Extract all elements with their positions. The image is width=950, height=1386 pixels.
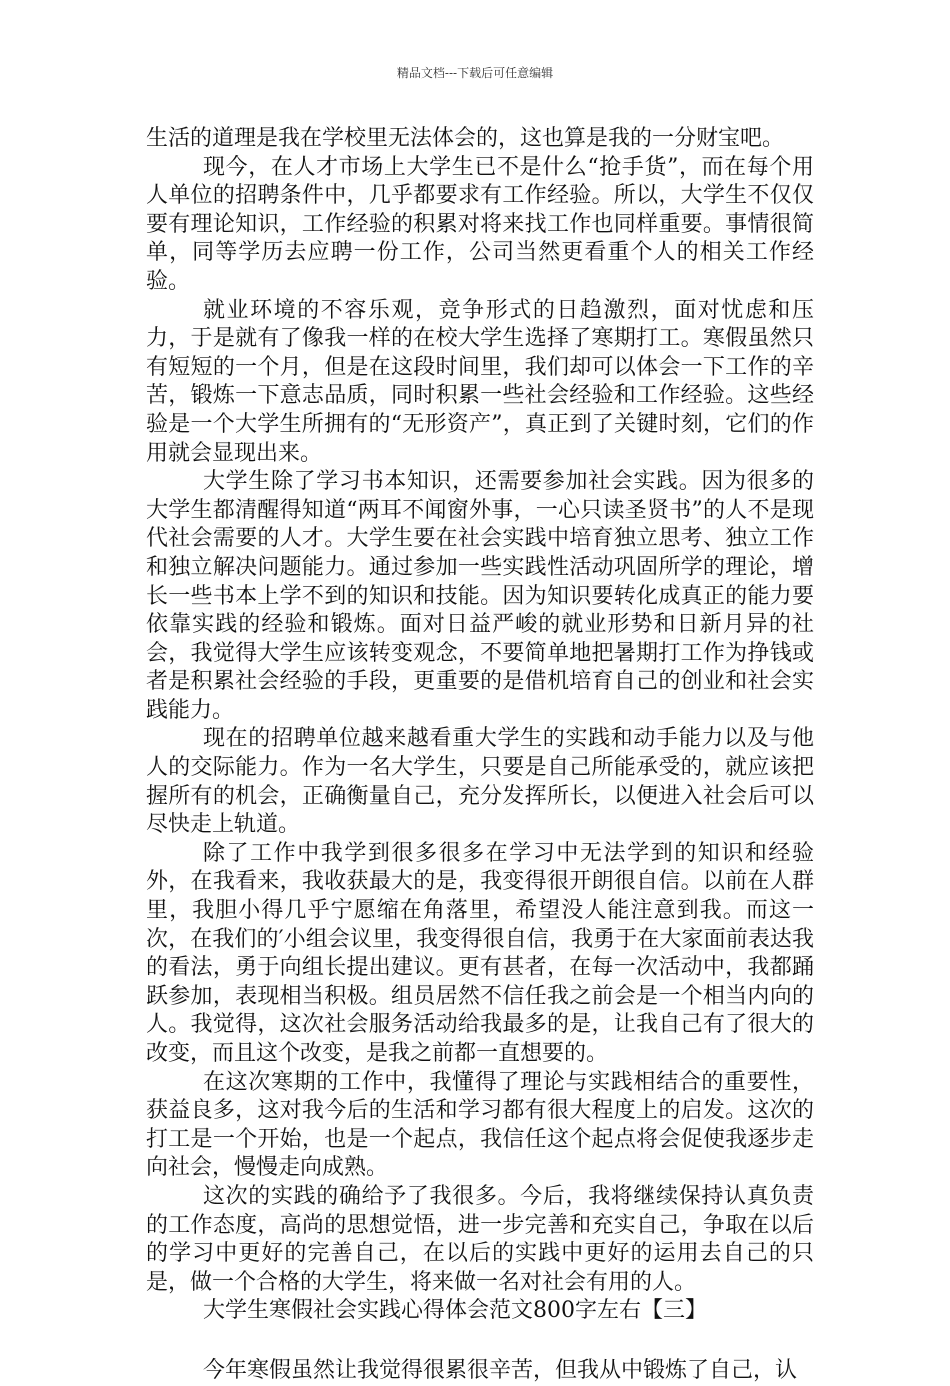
paragraph: 今年寒假虽然让我觉得很累很辛苦，但我从中锻炼了自己，认: [203, 1357, 798, 1383]
paragraph: 生活的道理是我在学校里无法体会的，这也算是我的一分财宝吧。: [146, 126, 785, 151]
paragraph: 除了工作中我学到很多很多在学习中无法学到的知识和经验外，在我看来，我收获最大的是，我变得很开朗很自信。以前在人群里，我胆小得几乎宁愿缩在角落里，希望没人能注意到我。而这一次，在我们的′小组会议里，我变得很自信，我勇于在大家面前表达我的看法，勇于向组长提出建议。更有甚者，在每一次活动中，我都踊跃参加，表现相当积极。组员居然不信任我之前会是一个相当内向的人。我觉得，这次社会服务活动给我最多的是，让我自己有了很大的改变，而且这个改变，是我之前都一直想要的。: [146, 840, 814, 1066]
page-header: 精品文档---下载后可任意编辑: [396, 66, 554, 80]
document-body: [146, 125, 814, 1386]
paragraph: 在这次寒期的工作中，我懂得了理论与实践相结合的重要性，获益良多，这对我今后的生活和学习都有很大程度上的启发。这次的打工是一个开始，也是一个起点，我信任这个起点将会促使我逐步走向社会，慢慢走向成熟。: [146, 1069, 814, 1181]
paragraph: 现在的招聘单位越来越看重大学生的实践和动手能力以及与他人的交际能力。作为一名大学生，只要是自己所能承受的，就应该把握所有的机会，正确衡量自己，充分发挥所长，以便进入社会后可以尽快走上轨道。: [146, 726, 814, 838]
blank-line: [146, 1326, 814, 1357]
paragraph: 现今，在人才市场上大学生已不是什么“抢手货”，而在每个用人单位的招聘条件中，几乎都要求有工作经验。所以，大学生不仅仅要有理论知识，工作经验的积累对将来找工作也同样重要。事情很简单，同等学历去应聘一份工作，公司当然更看重个人的相关工作经验。: [146, 154, 814, 294]
paragraph: 就业环境的不容乐观，竞争形式的日趋激烈，面对忧虑和压力，于是就有了像我一样的在校大学生选择了寒期打工。寒假虽然只有短短的一个月，但是在这段时间里，我们却可以体会一下工作的辛苦，锻炼一下意志品质，同时积累一些社会经验和工作经验。这些经验是一个大学生所拥有的“无形资产”，真正到了关键时刻，它们的作用就会显现出来。: [146, 297, 814, 466]
paragraph: 这次的实践的确给予了我很多。今后，我将继续保持认真负责的工作态度，高尚的思想觉悟，进一步完善和充实自己，争取在以后的学习中更好的完善自己，在以后的实践中更好的运用去自己的只是，做一个合格的大学生，将来做一名对社会有用的人。: [146, 1183, 814, 1295]
paragraph: 大学生除了学习书本知识，还需要参加社会实践。因为很多的大学生都清醒得知道“两耳不闻窗外事，一心只读圣贤书”的人不是现代社会需要的人才。大学生要在社会实践中培育独立思考、独立工作和独立解决问题能力。通过参加一些实践性活动巩固所学的理论，增长一些书本上学不到的知识和技能。因为知识要转化成真正的能力要依靠实践的经验和锻炼。面对日益严峻的就业形势和日新月异的社会，我觉得大学生应该转变观念，不要简单地把暑期打工作为挣钱或者是积累社会经验的手段，更重要的是借机培育自己的创业和社会实践能力。: [146, 469, 814, 723]
section-heading: 大学生寒假社会实践心得体会范文800字左右【三】: [203, 1298, 707, 1324]
